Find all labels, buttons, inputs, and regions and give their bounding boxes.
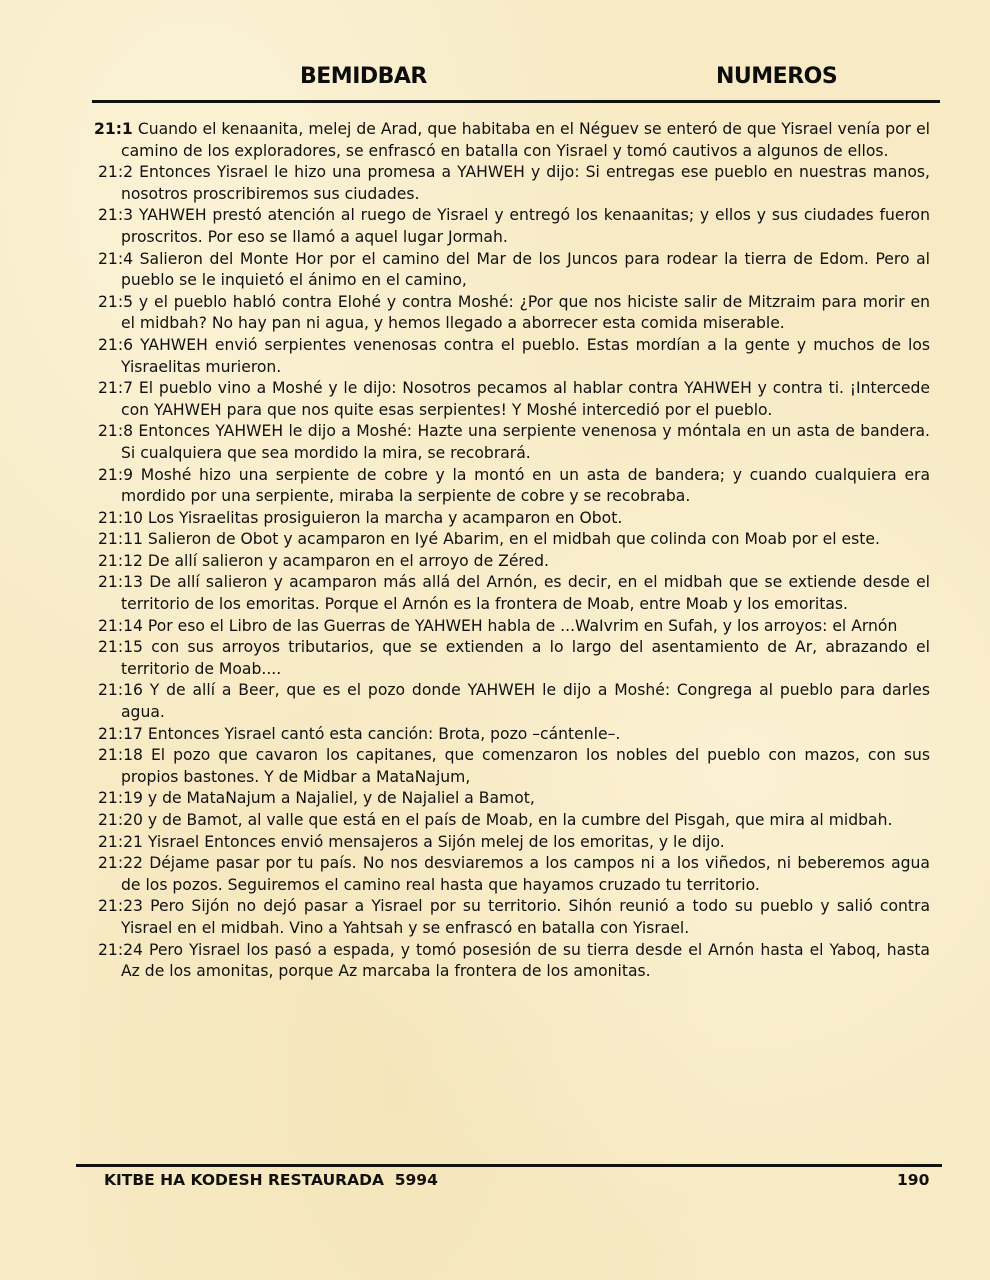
verse-21-19 [94,788,930,810]
verse-21-18 [94,745,930,788]
header-rule [92,100,940,103]
verse-21-5 [94,292,930,335]
verse-21-20 [94,810,930,832]
verse-text: Moshé hizo una serpiente de cobre y la montó en un asta de bandera; y cuando cualquiera era mordido por una serpiente, miraba la serpiente de cobre y se recobraba. [121,465,930,506]
verse-number: 21:17 [98,724,143,743]
verse-number: 21:23 [98,897,143,916]
verse-number: 21:21 [98,832,143,851]
verse-number: 21:15 [98,638,143,657]
verse-number: 21:24 [98,940,143,959]
verse-text: Y de allí a Beer, que es el pozo donde YAHWEH le dijo a Moshé: Congrega al pueblo para darles agua. [121,681,930,722]
verse-text: El pueblo vino a Moshé y le dijo: Nosotros pecamos al hablar contra YAHWEH y contra ti. ¡Intercede con YAHWEH para que nos quite esas serpientes! Y Moshé intercedió por el pueblo. [121,379,930,419]
verse-number: 21:5 [98,292,134,311]
verse-text: YAHWEH envió serpientes venenosas contra el pueblo. Estas mordían a la gente y muchos de los Yisraelitas murieron. [121,335,930,376]
verse-number: 21:1 [94,120,133,138]
verse-21-3 [94,205,930,248]
verse-number: 21:20 [98,811,143,829]
verse-21-16 [94,680,930,723]
scripture-text [94,119,930,983]
verse-text: Por eso el Libro de las Guerras de YAHWEH habla de ...WaIvrim en Sufah, y los arroyos: el Arnón [147,616,898,635]
verse-number: 21:9 [98,465,134,484]
verse-number: 21:16 [98,681,143,700]
verse-text: El pozo que cavaron los capitanes, que comenzaron los nobles del pueblo con mazos, con sus propios bastones. Y de Midbar a MataNajum, [121,746,930,786]
verse-21-22 [94,853,930,896]
verse-21-23 [94,896,930,939]
verse-text: Yisrael Entonces envió mensajeros a Sijón melej de los emoritas, y le dijo. [147,832,725,851]
verse-text: Salieron del Monte Hor por el camino del Mar de los Juncos para rodear la tierra de Edom. Pero al pueblo se le inquietó el ánimo en el camino, [121,249,930,290]
verse-text: Entonces Yisrael le hizo una promesa a YAHWEH y dijo: Si entregas ese pueblo en nuestras manos, nosotros proscribiremos sus ciudades. [121,163,930,203]
verse-21-13 [94,572,930,615]
verse-21-7 [94,378,930,421]
verse-text: Salieron de Obot y acamparon en Iyé Abarim, en el midbah que colinda con Moab por el este. [147,530,880,549]
verse-text: De allí salieron y acamparon más allá del Arnón, es decir, en el midbah que se extiende desde el territorio de los emoritas. Porque el Arnón es la frontera de Moab, entre Moab y los emoritas. [121,573,930,614]
verse-21-14 [94,616,930,638]
verse-number: 21:2 [98,163,134,182]
verse-text: y de MataNajum a Najaliel, y de Najaliel a Bamot, [147,789,535,808]
footer-book-title: KITBE HA KODESH RESTAURADA 5994 [104,1171,438,1189]
verse-text: Los Yisraelitas prosiguieron la marcha y acamparon en Obot. [147,508,623,527]
verse-number: 21:8 [98,422,134,441]
verse-21-24 [94,940,930,983]
verse-number: 21:3 [98,206,134,225]
verse-number: 21:12 [98,551,143,570]
page-number: 190 [897,1171,930,1189]
verse-number: 21:10 [98,508,143,527]
verse-text: y el pueblo habló contra Elohé y contra Moshé: ¿Por que nos hiciste salir de Mitzraim para morir en el midbah? No hay pan ni agua, y hemos llegado a aborrecer esta comida miserable. [121,292,930,333]
verse-number: 21:14 [98,616,143,635]
verse-21-10 [94,508,930,530]
verse-text: Pero Sijón no dejó pasar a Yisrael por su territorio. Sihón reunió a todo su pueblo y salió contra Yisrael en el midbah. Vino a Yahtsah y se enfrascó en batalla con Yisrael. [121,897,930,937]
verse-number: 21:13 [98,573,143,592]
verse-text: De allí salieron y acamparon en el arroyo de Zéred. [147,551,549,570]
verse-21-2 [94,162,930,205]
footer-rule [76,1164,942,1167]
verse-21-11 [94,529,930,551]
verse-21-6 [94,335,930,378]
verse-21-1 [94,119,930,162]
verse-number: 21:6 [98,335,134,354]
verse-number: 21:7 [98,379,134,398]
verse-21-8 [94,421,930,464]
verse-number: 21:22 [98,854,143,873]
verse-text: Déjame pasar por tu país. No nos desviaremos a los campos ni a los viñedos, ni beberemos agua de los pozos. Seguiremos el camino real hasta que hayamos cruzado tu territorio. [121,854,930,894]
header-spanish-title: NUMEROS [716,64,838,89]
verse-21-4 [94,249,930,292]
verse-21-15 [94,637,930,680]
verse-text: Pero Yisrael los pasó a espada, y tomó posesión de su tierra desde el Arnón hasta el Yaboq, hasta Az de los amonitas, porque Az marcaba la frontera de los amonitas. [121,940,930,981]
verse-text: Entonces YAHWEH le dijo a Moshé: Hazte una serpiente venenosa y móntala en un asta de bandera. Si cualquiera que sea mordido la mira, se recobrará. [121,422,930,462]
verse-text: Entonces Yisrael cantó esta canción: Brota, pozo –cántenle–. [147,724,621,743]
verse-text: y de Bamot, al valle que está en el país de Moab, en la cumbre del Pisgah, que mira al midbah. [147,811,893,829]
verse-text: Cuando el kenaanita, melej de Arad, que habitaba en el Néguev se enteró de que Yisrael venía por el camino de los exploradores, se enfrascó en batalla con Yisrael y tomó cautivos a algunos de ellos. [121,120,930,160]
verse-number: 21:4 [98,249,134,268]
verse-21-9 [94,465,930,508]
verse-21-17 [94,724,930,746]
verse-21-12 [94,551,930,573]
verse-number: 21:19 [98,789,143,808]
verse-text: YAHWEH prestó atención al ruego de Yisrael y entregó los kenaanitas; y ellos y sus ciudades fueron proscritos. Por eso se llamó a aquel lugar Jormah. [121,206,930,246]
verse-number: 21:11 [98,530,143,549]
verse-number: 21:18 [98,746,143,765]
verse-text: con sus arroyos tributarios, que se extienden a lo largo del asentamiento de Ar, abrazando el territorio de Moab.... [121,638,930,678]
header-hebrew-title: BEMIDBAR [300,64,427,89]
verse-21-21 [94,832,930,854]
